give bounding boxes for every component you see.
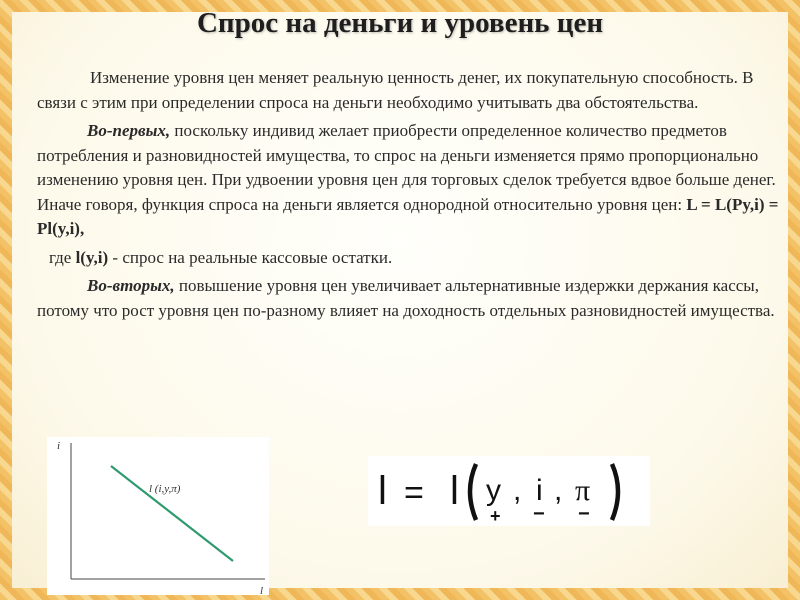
money-demand-graph xyxy=(47,437,269,595)
x-axis-label: l xyxy=(260,585,264,595)
formula-sign-y: + xyxy=(490,506,501,526)
homogeneity-formula: L = L(Py,i) = Pl(y,i), xyxy=(37,194,779,238)
formula-right-paren xyxy=(612,464,618,520)
formula-arg-pi: π xyxy=(575,474,591,507)
demand-function-formula xyxy=(368,456,650,526)
formula-comma-1: , xyxy=(513,474,522,507)
slide-title: Спрос на деньги и уровень цен xyxy=(196,7,604,39)
formula-arg-i: i xyxy=(536,474,543,507)
formula-lhs: l xyxy=(378,469,387,513)
where-prefix: где xyxy=(49,247,76,267)
formula-sign-i: − xyxy=(533,503,545,525)
slide-body xyxy=(37,66,789,323)
formula-left-paren xyxy=(470,464,476,520)
curve-label: l (i,y,π) xyxy=(149,483,181,495)
y-axis-label: i xyxy=(57,440,61,452)
formula-fn: l xyxy=(450,469,459,513)
graph-svg xyxy=(47,437,269,595)
second-lead: Во-вторых, xyxy=(87,276,175,295)
formula-svg xyxy=(368,456,650,526)
paragraph-real-balances xyxy=(37,246,789,271)
formula-comma-2: , xyxy=(554,474,563,507)
first-text: поскольку индивид желает приобрести определенное количество предметов потребления и разновидностей имущества, то спрос на деньги изменяется прямо пропорционально изменению уровня цен. При удвоении уровня цен для торговых сделок требуется вдвое больше денег. Иначе говоря, функция спроса на деньги является однородной относительно уровня цен: xyxy=(37,121,776,214)
paragraph-intro: Изменение уровня цен меняет реальную ценность денег, их покупательную способность. В связи с этим при определении спроса на деньги необходимо учитывать два обстоятельства. xyxy=(37,68,754,112)
paragraph-first xyxy=(37,119,789,242)
second-text: повышение уровня цен увеличивает альтернативные издержки держания кассы, потому что рост уровня цен по-разному влияет на доходность отдельных разновидностей имущества. xyxy=(37,276,775,320)
real-balance-formula: l(y,i) xyxy=(75,247,109,267)
real-balance-text: - спрос на реальные кассовые остатки. xyxy=(108,247,393,267)
first-lead: Во-первых, xyxy=(87,121,171,140)
formula-sign-pi: − xyxy=(578,503,590,525)
paragraph-second xyxy=(37,274,789,323)
formula-equals: = xyxy=(404,474,424,512)
demand-curve xyxy=(111,466,233,561)
formula-arg-y: y xyxy=(486,474,501,507)
